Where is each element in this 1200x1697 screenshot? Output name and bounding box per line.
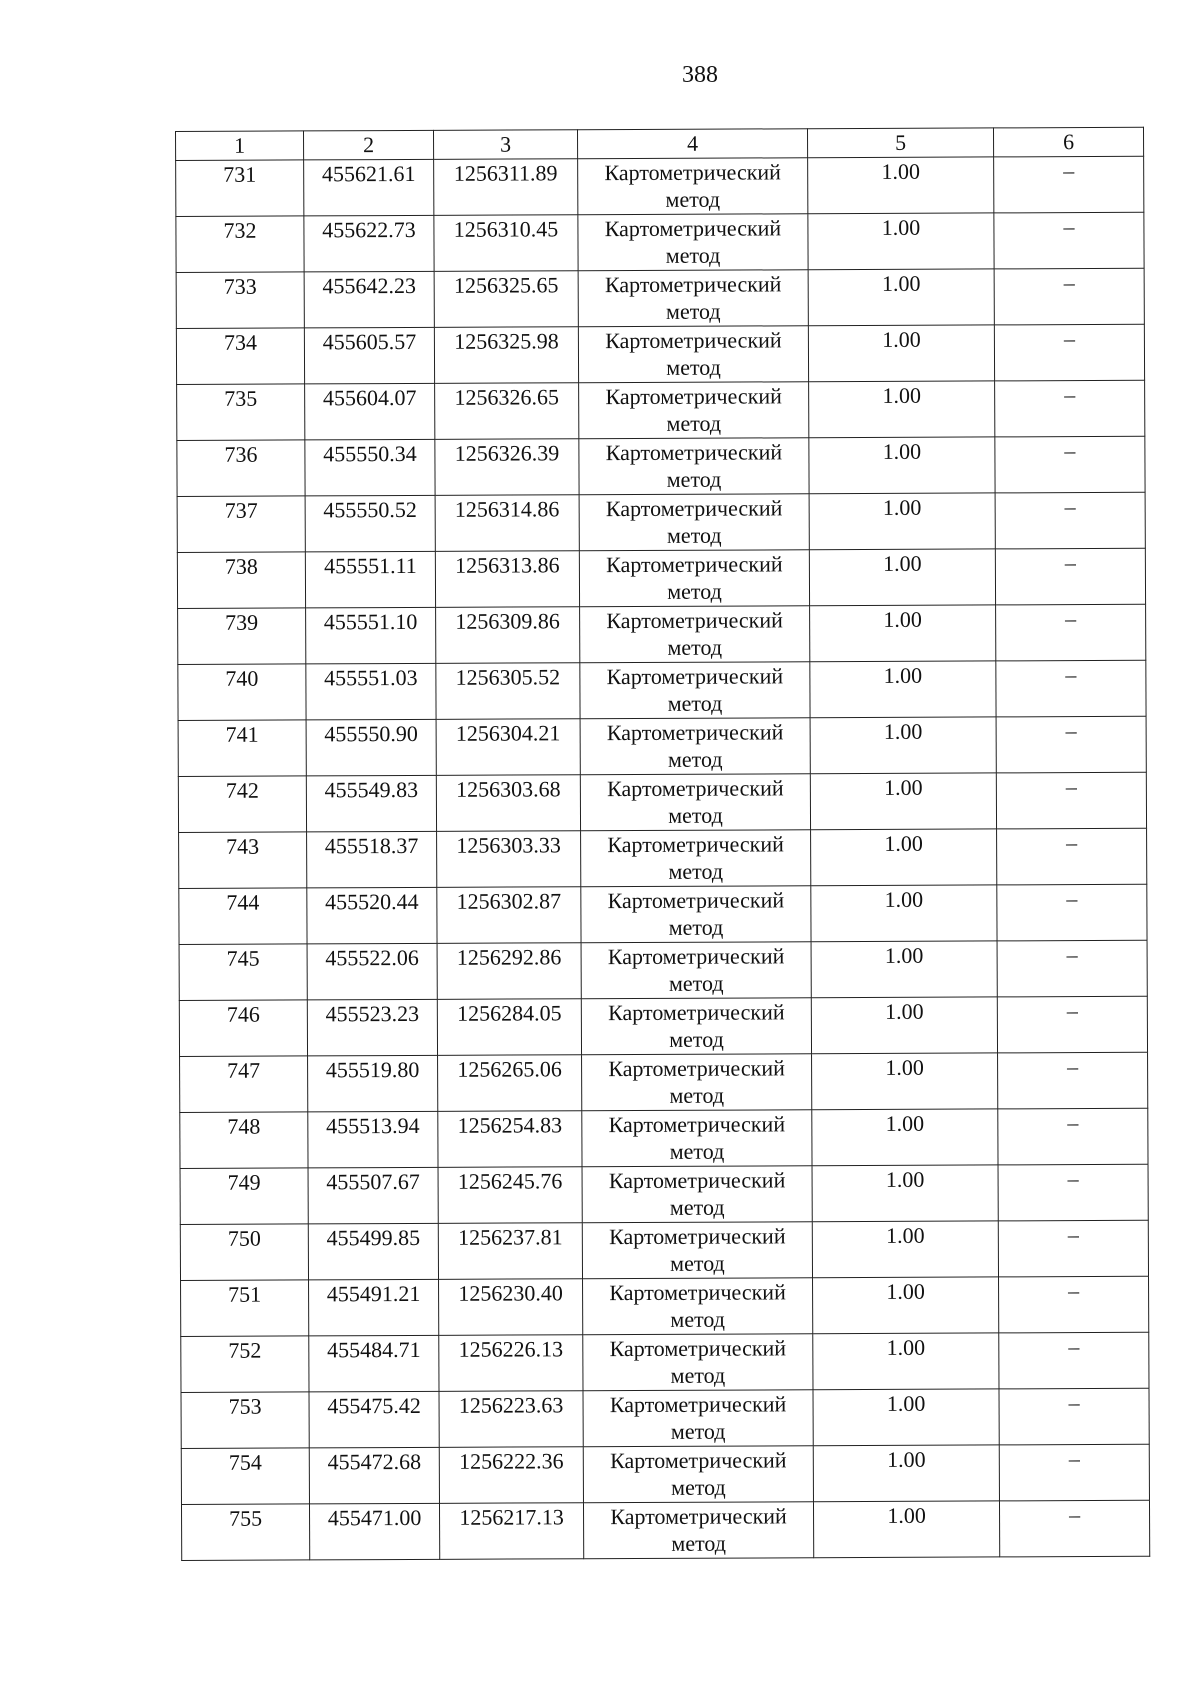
method-line-1: Картометрический	[607, 887, 785, 914]
y-coordinate-cell: 1256265.06	[438, 1055, 582, 1112]
x-coordinate-cell: 455484.71	[309, 1335, 439, 1392]
note-cell: –	[995, 380, 1145, 437]
y-coordinate-cell: 1256303.33	[437, 831, 581, 888]
method-cell	[581, 942, 811, 999]
method-line-2: метод	[669, 1138, 725, 1164]
method-cell	[579, 382, 809, 439]
point-number-cell: 736	[177, 440, 305, 497]
accuracy-cell: 1.00	[813, 1501, 999, 1558]
point-number-cell: 731	[176, 160, 304, 217]
note-cell: –	[997, 996, 1147, 1053]
point-number-cell: 735	[177, 384, 305, 441]
note-cell: –	[997, 940, 1147, 997]
method-cell	[583, 1278, 813, 1335]
method-line-2: метод	[667, 634, 723, 660]
point-number-cell: 747	[180, 1056, 308, 1113]
method-line-2: метод	[665, 186, 721, 212]
column-header-1: 1	[176, 131, 304, 161]
method-line-2: метод	[665, 298, 721, 324]
x-coordinate-cell: 455507.67	[308, 1167, 438, 1224]
method-line-1: Картометрический	[607, 831, 784, 858]
x-coordinate-cell: 455604.07	[305, 383, 435, 440]
method-line-1: Картометрический	[606, 607, 783, 634]
point-number-cell: 745	[179, 944, 307, 1001]
x-coordinate-cell: 455550.52	[305, 495, 435, 552]
y-coordinate-cell: 1256237.81	[438, 1223, 582, 1280]
x-coordinate-cell: 455475.42	[309, 1391, 439, 1448]
method-line-1: Картометрический	[607, 775, 784, 802]
method-line-2: метод	[668, 858, 724, 884]
y-coordinate-cell: 1256311.89	[434, 159, 578, 216]
method-line-1: Картометрический	[608, 999, 785, 1026]
y-coordinate-cell: 1256245.76	[438, 1167, 582, 1224]
method-line-1: Картометрический	[608, 1167, 786, 1194]
accuracy-cell: 1.00	[813, 1445, 999, 1502]
y-coordinate-cell: 1256314.86	[435, 495, 579, 552]
table-row	[178, 772, 1146, 832]
note-cell: –	[997, 884, 1147, 941]
table-row	[181, 1276, 1149, 1336]
point-number-cell: 733	[176, 272, 304, 329]
table-row	[177, 380, 1145, 440]
table-row	[177, 436, 1145, 496]
note-cell: –	[999, 1500, 1149, 1557]
note-cell: –	[998, 1108, 1148, 1165]
method-line-1: Картометрический	[607, 943, 785, 970]
point-number-cell: 754	[181, 1448, 309, 1505]
method-cell	[580, 718, 810, 775]
accuracy-cell: 1.00	[811, 997, 997, 1054]
method-cell	[581, 998, 811, 1055]
x-coordinate-cell: 455523.23	[307, 999, 437, 1056]
method-line-1: Картометрический	[610, 1503, 787, 1530]
method-line-1: Картометрический	[609, 1279, 786, 1306]
method-line-2: метод	[666, 410, 722, 436]
method-line-2: метод	[668, 970, 724, 996]
note-cell: –	[999, 1388, 1149, 1445]
method-line-1: Картометрический	[606, 663, 784, 690]
method-line-1: Картометрический	[610, 1447, 787, 1474]
method-cell	[583, 1334, 813, 1391]
method-line-2: метод	[668, 914, 724, 940]
note-cell: –	[996, 604, 1146, 661]
table-row	[176, 268, 1144, 328]
accuracy-cell: 1.00	[812, 1053, 998, 1110]
method-line-1: Картометрический	[604, 271, 782, 298]
point-number-cell: 748	[180, 1112, 308, 1169]
y-coordinate-cell: 1256230.40	[439, 1279, 583, 1336]
y-coordinate-cell: 1256254.83	[438, 1111, 582, 1168]
method-cell	[579, 438, 809, 495]
accuracy-cell: 1.00	[812, 1109, 998, 1166]
table-row	[181, 1444, 1149, 1504]
method-line-2: метод	[671, 1474, 726, 1500]
method-line-1: Картометрический	[609, 1391, 787, 1418]
y-coordinate-cell: 1256223.63	[439, 1391, 583, 1448]
method-line-2: метод	[669, 1194, 725, 1220]
x-coordinate-cell: 455491.21	[309, 1279, 439, 1336]
method-cell	[578, 214, 808, 271]
y-coordinate-cell: 1256325.65	[434, 271, 578, 328]
note-cell: –	[996, 716, 1146, 773]
method-line-2: метод	[665, 242, 721, 268]
table-row	[176, 212, 1144, 272]
point-number-cell: 750	[180, 1224, 308, 1281]
method-cell	[578, 270, 808, 327]
x-coordinate-cell: 455522.06	[307, 943, 437, 1000]
accuracy-cell: 1.00	[810, 773, 996, 830]
method-cell	[578, 158, 808, 215]
table-row	[181, 1500, 1149, 1560]
point-number-cell: 751	[181, 1280, 309, 1337]
x-coordinate-cell: 455551.10	[306, 607, 436, 664]
method-cell	[580, 606, 810, 663]
column-header-3: 3	[433, 130, 577, 160]
note-cell: –	[998, 1220, 1148, 1277]
accuracy-cell: 1.00	[808, 213, 994, 270]
method-cell	[583, 1502, 813, 1559]
table-row	[178, 716, 1146, 776]
note-cell: –	[995, 548, 1145, 605]
accuracy-cell: 1.00	[808, 325, 994, 382]
accuracy-cell: 1.00	[811, 941, 997, 998]
method-line-2: метод	[668, 802, 723, 828]
table-row	[180, 1164, 1148, 1224]
method-line-2: метод	[670, 1418, 726, 1444]
method-line-2: метод	[667, 578, 722, 604]
table-row	[178, 604, 1146, 664]
note-cell: –	[994, 156, 1144, 213]
point-number-cell: 753	[181, 1392, 309, 1449]
method-cell	[582, 1110, 812, 1167]
method-line-2: метод	[667, 690, 723, 716]
method-line-2: метод	[671, 1530, 727, 1556]
table-row	[178, 660, 1146, 720]
method-cell	[579, 494, 809, 551]
accuracy-cell: 1.00	[810, 717, 996, 774]
method-cell	[582, 1222, 812, 1279]
y-coordinate-cell: 1256305.52	[436, 663, 580, 720]
x-coordinate-cell: 455471.00	[309, 1503, 439, 1560]
table-row	[179, 828, 1147, 888]
method-line-1: Картометрический	[605, 327, 782, 354]
accuracy-cell: 1.00	[812, 1165, 998, 1222]
point-number-cell: 746	[179, 1000, 307, 1057]
method-line-1: Картометрический	[609, 1223, 786, 1250]
accuracy-cell: 1.00	[808, 269, 994, 326]
table-row	[180, 1220, 1148, 1280]
page-number: 388	[682, 62, 718, 88]
method-line-2: метод	[666, 522, 722, 548]
x-coordinate-cell: 455499.85	[308, 1223, 438, 1280]
point-number-cell: 741	[178, 720, 306, 777]
y-coordinate-cell: 1256309.86	[436, 607, 580, 664]
note-cell: –	[995, 436, 1145, 493]
note-cell: –	[994, 212, 1144, 269]
table-header	[176, 127, 1144, 160]
method-cell	[583, 1446, 813, 1503]
method-line-2: метод	[667, 746, 723, 772]
method-cell	[583, 1390, 813, 1447]
y-coordinate-cell: 1256303.68	[436, 775, 580, 832]
method-line-2: метод	[666, 354, 721, 380]
x-coordinate-cell: 455518.37	[307, 831, 437, 888]
method-cell	[582, 1054, 812, 1111]
x-coordinate-cell: 455550.34	[305, 439, 435, 496]
column-header-6: 6	[993, 127, 1143, 157]
note-cell: –	[994, 268, 1144, 325]
method-line-1: Картометрический	[605, 439, 783, 466]
table-row	[181, 1388, 1149, 1448]
point-number-cell: 737	[177, 496, 305, 553]
accuracy-cell: 1.00	[812, 1221, 998, 1278]
method-cell	[579, 550, 809, 607]
table-row	[179, 996, 1147, 1056]
x-coordinate-cell: 455622.73	[304, 215, 434, 272]
y-coordinate-cell: 1256222.36	[439, 1447, 583, 1504]
y-coordinate-cell: 1256326.39	[435, 439, 579, 496]
method-line-1: Картометрический	[608, 1111, 786, 1138]
accuracy-cell: 1.00	[809, 549, 995, 606]
method-cell	[578, 326, 808, 383]
x-coordinate-cell: 455549.83	[306, 775, 436, 832]
table-row	[181, 1332, 1149, 1392]
y-coordinate-cell: 1256302.87	[437, 887, 581, 944]
method-line-1: Картометрический	[605, 383, 782, 410]
y-coordinate-cell: 1256313.86	[435, 551, 579, 608]
point-number-cell: 742	[178, 776, 306, 833]
y-coordinate-cell: 1256284.05	[437, 999, 581, 1056]
x-coordinate-cell: 455472.68	[309, 1447, 439, 1504]
header-row	[176, 127, 1144, 160]
accuracy-cell: 1.00	[813, 1277, 999, 1334]
y-coordinate-cell: 1256292.86	[437, 943, 581, 1000]
method-line-2: метод	[666, 466, 722, 492]
point-number-cell: 743	[179, 832, 307, 889]
table-row	[176, 324, 1144, 384]
x-coordinate-cell: 455621.61	[304, 159, 434, 216]
point-number-cell: 755	[181, 1504, 309, 1561]
method-line-1: Картометрический	[604, 215, 782, 242]
method-line-2: метод	[669, 1026, 724, 1052]
x-coordinate-cell: 455519.80	[308, 1055, 438, 1112]
accuracy-cell: 1.00	[813, 1333, 999, 1390]
method-line-1: Картометрический	[604, 159, 781, 186]
accuracy-cell: 1.00	[813, 1389, 999, 1446]
method-line-1: Картометрический	[606, 719, 784, 746]
method-cell	[581, 886, 811, 943]
method-cell	[580, 774, 810, 831]
accuracy-cell: 1.00	[811, 885, 997, 942]
point-number-cell: 740	[178, 664, 306, 721]
table-row	[180, 1108, 1148, 1168]
x-coordinate-cell: 455605.57	[304, 327, 434, 384]
point-number-cell: 732	[176, 216, 304, 273]
note-cell: –	[997, 828, 1147, 885]
point-number-cell: 752	[181, 1336, 309, 1393]
column-header-4: 4	[577, 129, 807, 159]
method-line-1: Картометрический	[609, 1335, 787, 1362]
note-cell: –	[998, 1164, 1148, 1221]
note-cell: –	[995, 492, 1145, 549]
accuracy-cell: 1.00	[810, 661, 996, 718]
table-row	[180, 1052, 1148, 1112]
note-cell: –	[999, 1332, 1149, 1389]
table-body	[176, 156, 1150, 1560]
note-cell: –	[994, 324, 1144, 381]
point-number-cell: 749	[180, 1168, 308, 1225]
column-header-5: 5	[807, 128, 993, 158]
point-number-cell: 744	[179, 888, 307, 945]
x-coordinate-cell: 455642.23	[304, 271, 434, 328]
method-cell	[581, 830, 811, 887]
column-header-2: 2	[304, 130, 434, 160]
accuracy-cell: 1.00	[809, 493, 995, 550]
method-line-2: метод	[669, 1082, 725, 1108]
x-coordinate-cell: 455551.03	[306, 663, 436, 720]
point-number-cell: 738	[177, 552, 305, 609]
x-coordinate-cell: 455520.44	[307, 887, 437, 944]
table-row	[179, 884, 1147, 944]
x-coordinate-cell: 455550.90	[306, 719, 436, 776]
note-cell: –	[996, 772, 1146, 829]
accuracy-cell: 1.00	[809, 381, 995, 438]
method-line-2: метод	[670, 1306, 726, 1332]
x-coordinate-cell: 455551.11	[305, 551, 435, 608]
method-line-1: Картометрический	[608, 1055, 785, 1082]
method-line-2: метод	[670, 1362, 726, 1388]
method-cell	[582, 1166, 812, 1223]
method-line-2: метод	[670, 1250, 725, 1276]
y-coordinate-cell: 1256217.13	[439, 1503, 583, 1560]
note-cell: –	[999, 1276, 1149, 1333]
accuracy-cell: 1.00	[810, 605, 996, 662]
y-coordinate-cell: 1256304.21	[436, 719, 580, 776]
point-number-cell: 739	[178, 608, 306, 665]
table-row	[179, 940, 1147, 1000]
table-row	[176, 156, 1144, 216]
accuracy-cell: 1.00	[811, 829, 997, 886]
note-cell: –	[998, 1052, 1148, 1109]
y-coordinate-cell: 1256326.65	[435, 383, 579, 440]
table-row	[177, 548, 1145, 608]
accuracy-cell: 1.00	[808, 157, 994, 214]
y-coordinate-cell: 1256310.45	[434, 215, 578, 272]
method-line-1: Картометрический	[606, 551, 783, 578]
note-cell: –	[999, 1444, 1149, 1501]
y-coordinate-cell: 1256325.98	[434, 327, 578, 384]
x-coordinate-cell: 455513.94	[308, 1111, 438, 1168]
y-coordinate-cell: 1256226.13	[439, 1335, 583, 1392]
point-number-cell: 734	[176, 328, 304, 385]
coordinates-table	[175, 127, 1150, 1561]
method-line-1: Картометрический	[605, 495, 783, 522]
method-cell	[580, 662, 810, 719]
accuracy-cell: 1.00	[809, 437, 995, 494]
table-row	[177, 492, 1145, 552]
note-cell: –	[996, 660, 1146, 717]
